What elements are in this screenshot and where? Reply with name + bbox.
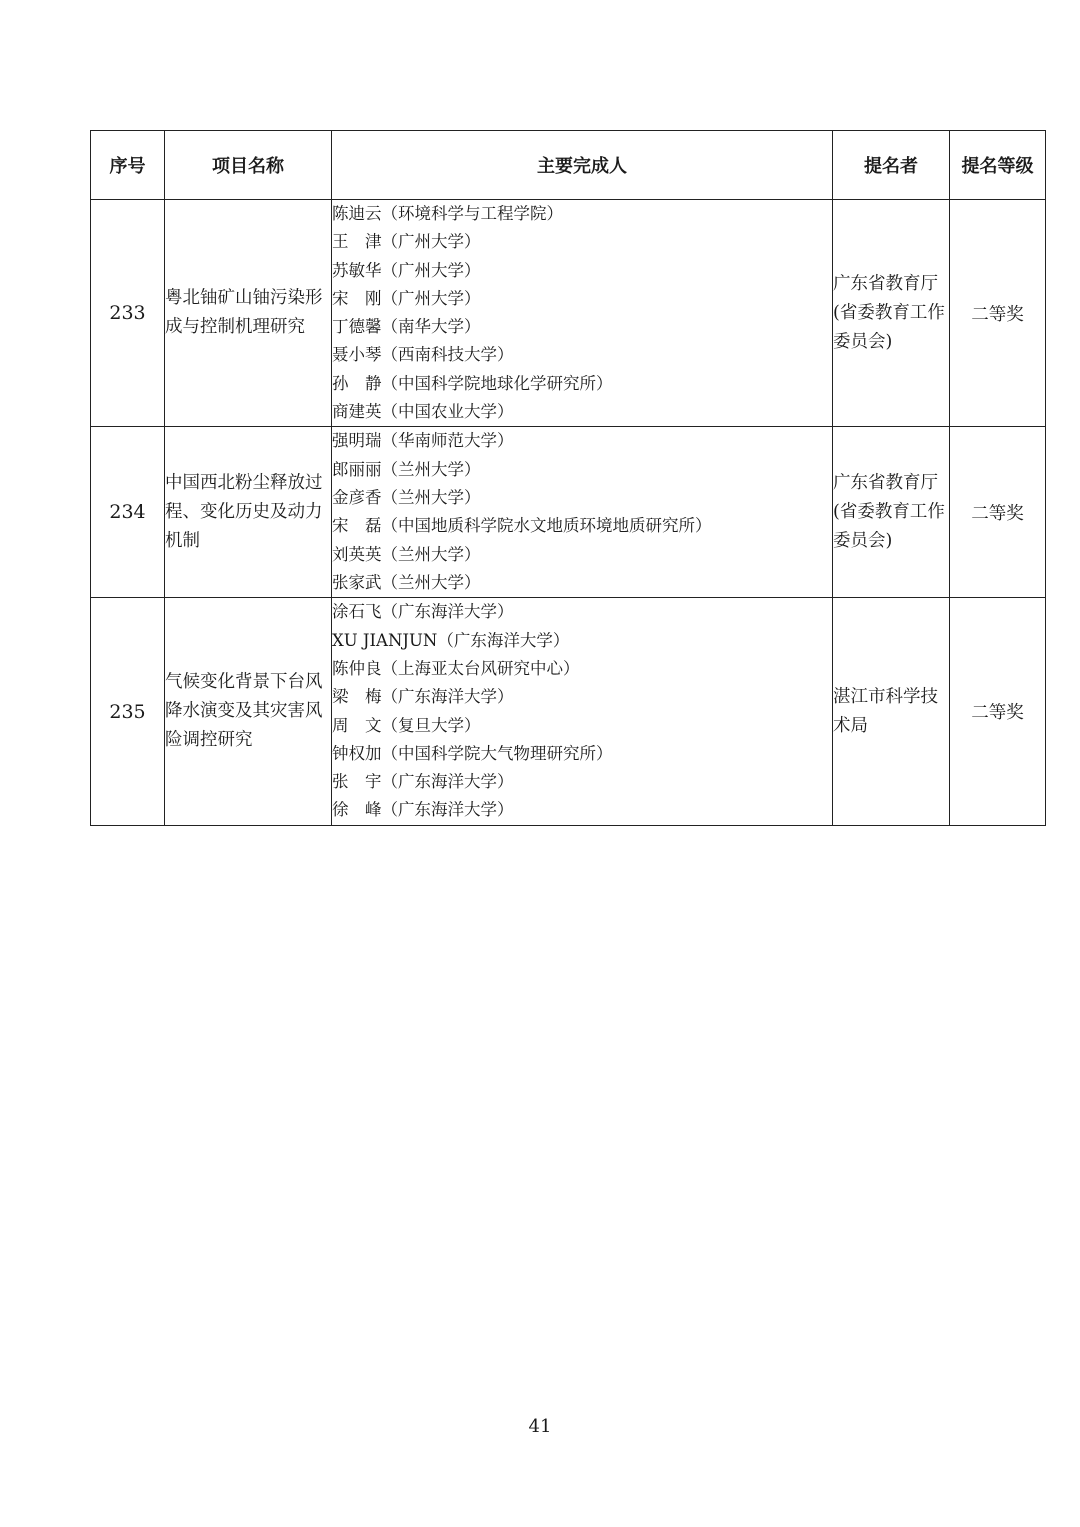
row-project: 气候变化背景下台风降水演变及其灾害风险调控研究 <box>165 598 332 825</box>
person-entry: 徐 峰（广东海洋大学） <box>332 800 514 820</box>
table-row <box>91 427 1046 598</box>
person-entry: 强明瑞（华南师范大学） <box>332 431 514 451</box>
person-entry: 张 宇（广东海洋大学） <box>332 772 514 792</box>
row-people <box>332 200 833 427</box>
header-nominator: 提名者 <box>833 131 950 200</box>
person-entry: 王 津（广州大学） <box>332 232 481 252</box>
person-entry: 商建英（中国农业大学） <box>332 402 514 422</box>
person-entry: 孙 静（中国科学院地球化学研究所） <box>332 373 613 393</box>
person-entry: XU JIANJUN（广东海洋大学） <box>332 630 570 650</box>
header-seq: 序号 <box>91 131 165 200</box>
row-seq: 235 <box>91 598 165 825</box>
person-entry: 陈仲良（上海亚太台风研究中心） <box>332 658 580 678</box>
awards-table <box>90 130 1046 826</box>
page-number: 41 <box>528 1416 552 1437</box>
row-project: 粤北铀矿山铀污染形成与控制机理研究 <box>165 200 332 427</box>
person-entry: 苏敏华（广州大学） <box>332 260 481 280</box>
person-entry: 张家武（兰州大学） <box>332 572 481 592</box>
row-level: 二等奖 <box>950 598 1046 825</box>
row-nominator: 广东省教育厅(省委教育工作委员会) <box>833 200 950 427</box>
table-row <box>91 598 1046 825</box>
person-entry: 刘英英（兰州大学） <box>332 544 481 564</box>
header-row <box>91 131 1046 200</box>
person-entry: 周 文（复旦大学） <box>332 715 481 735</box>
person-entry: 丁德馨（南华大学） <box>332 317 481 337</box>
person-entry: 涂石飞（广东海洋大学） <box>332 602 514 622</box>
person-entry: 陈迪云（环境科学与工程学院） <box>332 204 563 223</box>
person-entry: 宋 磊（中国地质科学院水文地质环境地质研究所） <box>332 516 712 536</box>
person-entry: 钟权加（中国科学院大气物理研究所） <box>332 743 613 763</box>
person-entry: 金彦香（兰州大学） <box>332 487 481 507</box>
person-entry: 宋 刚（广州大学） <box>332 288 481 308</box>
row-seq: 234 <box>91 427 165 598</box>
row-project: 中国西北粉尘释放过程、变化历史及动力机制 <box>165 427 332 598</box>
header-project: 项目名称 <box>165 131 332 200</box>
table-row <box>91 200 1046 427</box>
person-entry: 梁 梅（广东海洋大学） <box>332 687 514 707</box>
header-level: 提名等级 <box>950 131 1046 200</box>
row-people <box>332 598 833 825</box>
person-entry: 郎丽丽（兰州大学） <box>332 459 481 479</box>
row-people <box>332 427 833 598</box>
header-people: 主要完成人 <box>332 131 833 200</box>
row-level: 二等奖 <box>950 427 1046 598</box>
row-seq: 233 <box>91 200 165 427</box>
row-nominator: 广东省教育厅(省委教育工作委员会) <box>833 427 950 598</box>
person-entry: 聂小琴（西南科技大学） <box>332 345 514 365</box>
row-level: 二等奖 <box>950 200 1046 427</box>
row-nominator: 湛江市科学技术局 <box>833 598 950 825</box>
